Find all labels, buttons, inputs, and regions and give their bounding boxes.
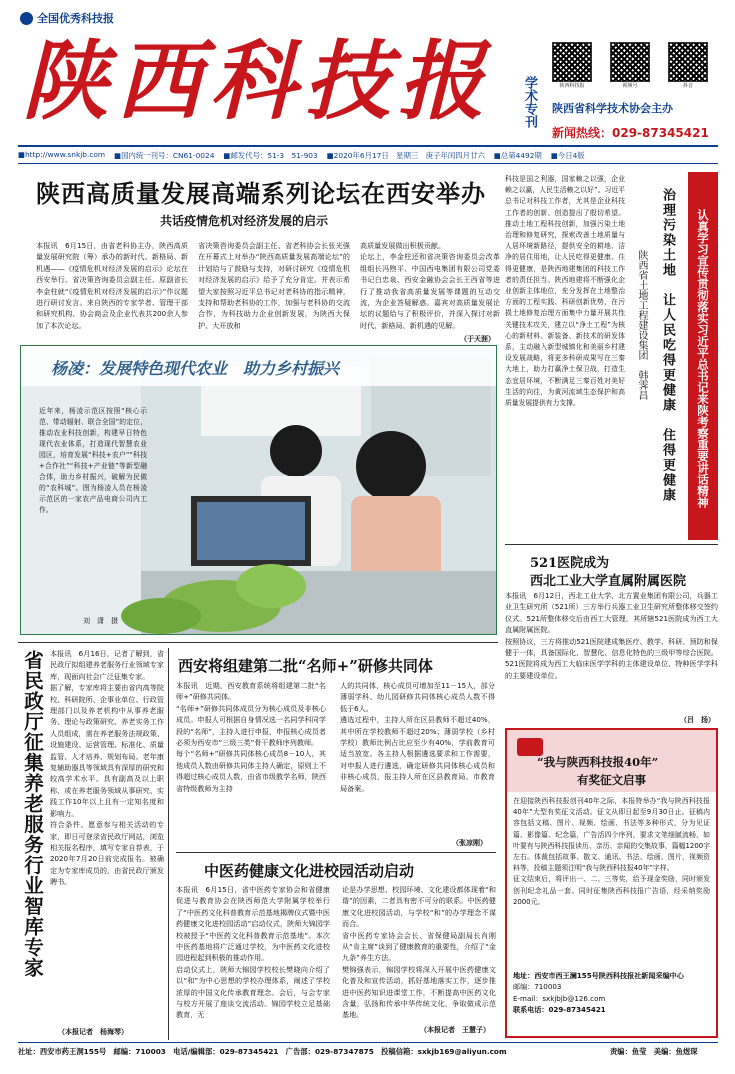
lead-col-3: 高质量发展做出积极贡献。 论坛上，李金柱还和省决策咨询委员会改革组组长冯煦平、中国西电集团有限公司党委书记白忠泉、西安金融协会会长王西省等进行了推动我省高质量发展等课题的互动交流，为企业答疑解惑。嘉宾对高质量发展论坛的议题给与了积极评价，并深入探讨对新时代、新格局、新机遇的见解。 [360, 241, 500, 330]
lead-col-2: 省决策咨询委员会副主任、省老科协会长张光强在开幕式上对举办“陕西高质量发展高端论坛”的计划给与了鼓励与支持，对研讨研究《疫情危机对经济发展的启示》给予了充分肯定。并表示希望大家按照习近平总书记对老科协的指示精神，支持和帮助老科协的工作，加强与老科协的交流合作，为科技助力企业创新发展，为陕西大保护、大开放和 [198, 241, 350, 330]
essay-address: 地址：西安市西王澜155号陕西科技报社新闻采编中心 [513, 971, 684, 980]
lead-subheadline: 共话疫情危机对经济发展的启示 [160, 214, 329, 228]
feature-credit: 刘 潇 摄 [83, 617, 118, 625]
footer-left: 社址：西安市药王洞155号 邮编：710003 电话/编辑部：029-87345421 广告部：029-87347875 投稿信箱：sxkjb169@aliyun.com [18, 1047, 507, 1056]
feature-caption: 近年来，杨凌示范区按照“核心示范、带动辐射、联合全国”的定位，推动农业科技创新，构建早日特色现代农业体系，打造现代智慧农业园区，培育发展“科技+农户”“科技+合作社”“科技+产业链”等新型融合体，助力乡村振兴，破解为民做的“农科城”。图为杨凌人员在杨凌示范区的一家农产品电商公司内工作。 [39, 407, 147, 514]
footer-rule [18, 1042, 718, 1043]
qr-codes [552, 42, 708, 89]
hospital-byline: （吕 扬） [680, 716, 715, 724]
lead-headline: 陕西高质量发展高端系列论坛在西安举办 [36, 179, 486, 208]
tcm-col-2: 论是办学思想、校园环境、文化建设都体现着“和谐”的因素，二者具有密不可分的联系。中医药健康文化进校园活动，与学校“和”的办学理念不谋而合。 省中医药专家协会会长、省保健局副局长肖刚从“肯主席”谈到了健康教育的重要性，介绍了“金九条”养生方法。 樊锦强表示，锦园学校将深入开展中医药健康文化普及和宣传活动，抓好基地落实工作，逐步推进中医药知识进课堂工作，不断提高中医药文化含量，弘扬和传承中华传统文化，争取做成示范基地。 [342, 885, 496, 1020]
lead-byline: （于天涯） [460, 335, 495, 343]
political-banner: 认真学习宣传贯彻落实习近平总书记来陕考察重要讲话精神 [688, 172, 718, 540]
globe-icon [20, 12, 33, 25]
masthead-rule [18, 145, 718, 147]
tcm-col-1: 本报讯 6月15日，省中医药专家协会和省健康促进与教育协会在陕西师范大学附属学校举行了“中医药文化科普教育示范基地揭牌仪式暨中医药健康文化进校园活动”启动仪式，陕师大锦园学校被授予“中医药文化科普教育示范基地”。本次中医药基地将广泛通过学校，为中医药文化进校园进程起到积极的推动作用。 启动仪式上，陕师大锦园学校校长樊晓向介绍了以“和”为中心思想的学校办理体系，阐述了学校浓厚的中国文化传承教育理念。会后，与会专家与校方开展了座谈交流活动。锦园学校立足基础教育，无 [176, 885, 330, 1020]
feature-title: 杨凌：发展特色现代农业 助力乡村振兴 [51, 359, 340, 378]
elderly-headline: 省民政厅征集养老服务行业智库专家 [21, 650, 44, 978]
hospital-text: 本报讯 6月12日，西北工业大学、北方置业集团有限公司，兵器工业卫生研究所（521所）三方举行兵器工业卫生研究所整体移交签约仪式。521所整体移交后由西工大管理，其所辖521医院成为西工大直属附属医院。 按照协议，三方将推动521医院建成集医疗、教学、科研、预防和保健于一体，具备国际化、智慧化、信息化特色的三级甲等综合医院。521医院将成为西工大临床医学学科的主体建设单位、特种医学学科的主要建设单位。 [505, 591, 718, 680]
land-article-author: 陕西省土地工程建设集团 韩霁昌 [636, 250, 647, 400]
hospital-headline-1: 521医院成为 [530, 556, 610, 571]
hotline: 新闻热线：029-87345421 [552, 126, 709, 140]
newspaper-logo: 陕西科技报 [22, 31, 492, 132]
feature-box [20, 345, 497, 635]
badge [20, 10, 114, 26]
essay-email[interactable]: E-mail：sxkjbjb@126.com [513, 993, 606, 1003]
essay-headline-2: 有奖征文启事 [577, 773, 646, 787]
essay-postcode: 邮编：710003 [513, 982, 562, 992]
badge-text: 全国优秀科技报 [37, 12, 114, 25]
hospital-headline-2: 西北工业大学直属附属医院 [530, 574, 687, 589]
elderly-byline: （本报记者 杨海琴） [58, 1028, 128, 1036]
xian-byline: （张凉刚） [452, 839, 487, 847]
tcm-top-rule [176, 852, 496, 853]
feature-title-strip [21, 346, 497, 386]
info-rule [18, 163, 718, 164]
xian-col-1: 本报讯 近期，西安教育系统将组建第二批“名师+”研修共同体。 “名师+”研修共同体成员分为核心成员及非核心成员。申报人可根据自身情况选一名同学科同学段的“名师”，主持人进行申报，申报核心成员者必须为西安市“三级三类”骨干教师序列教师。 每个“名师+”研修共同体核心成员8－10人，其他成员人数由研修共同体主持人确定，原则上不得超过核心成员人数，由省市级教学名师，陕西省特级教师为主持 [176, 681, 326, 793]
footer-right: 责编：鱼莹 美编：鱼煜琛 [610, 1047, 698, 1056]
masthead [0, 0, 735, 148]
sponsor: 陕西省科学技术协会主办 [552, 102, 673, 115]
xian-headline: 西安将组建第二批“名师+”研修共同体 [178, 657, 433, 675]
tcm-headline: 中医药健康文化进校园活动启动 [204, 862, 415, 880]
essay-header [507, 730, 716, 792]
info-bar: ■http://www.snkjb.com ■国内统一刊号：CN61-0024 ■邮发代号：51-3 51-903 ■2020年6月17日 星期三 庚子年闰四月廿六 ■总第4492期 ■今日4版 [18, 150, 585, 160]
hospital-top-rule [505, 544, 718, 545]
elderly-text: 本报讯 6月16日，记者了解到，省民政厅拟组建养老服务行业领域专家库，现面向社会广泛征集专家。 据了解，专家库将主要由省内高等院校、科研院所、企事业单位、行政管理部门以及养老机构中从事养老服务、理论与政策研究、养老实务工作人员组成，需在养老服务法规政策、设施建设、运营管理、标准化、质量监管、人才培养、规划布局、老年康复辅助器具等领域具有深厚的研究和较高学术水平。具有副高及以上职称，或在养老服务领域从事研究、实践工作10年以上且有一定知名度和影响力。 符合条件、愿意参与相关活动的专家，即日可登录省民政厅网站，浏览相关报名程序，填写专家自荐表，于2020年7月20日前完成报名。被确定为专家库成员的，由省民政厅颁发聘书。 [50, 649, 164, 887]
essay-text: 在迎接陕西科技报创刊40年之际，本报特举办“我与陕西科技报40年”大型有奖征文活动。征文从即日起至9月30日止。征稿内容包括文稿、图片、视频、绘画、书法等多种形式，分为见证篇、影像篇、纪念篇，广告活四个序列，要求文笔细腻流畅，如叶要有与陕西科技报读历、亲历、亲闻的交集故事，篇幅1200字左右。体裁包括故事、散文、通讯、书法、绘画、图片，视频资料等，投稿主题须注明“我与陕西科技报40年”字样。 征文结束后，将评出一、二、三等奖，给予现金奖励，同时颁发创刊纪念礼品一套。同时征集陕西科技报广告语，经采纳奖励2000元。 [513, 797, 710, 906]
left-section-rule [18, 642, 498, 643]
essay-phone: 联系电话：029-87345421 [513, 1005, 606, 1015]
special-edition-label: 学术专刊 [522, 76, 537, 128]
tcm-byline: （本报记者 王慧子） [420, 1026, 490, 1034]
essay-box [505, 728, 718, 1038]
elderly-divider [168, 648, 169, 1040]
xian-col-2: 人的共同体，核心成员可增加至11－15人，部分薄弱学科、幼儿园研修共同体核心成员人数不得低于6人。 遴选过程中，主持人所在区县教师不超过40%，其中所在学校教师不超过20%；薄弱学校（乡村学校）教师比例占比应至少有40%，学前教育可适当放宽。各主持人根据遴选要求和工作需要，对申报人进行遴选，确定研修共同体核心成员和非核心成员，报主持人所在区县教育局、市教育局备案。 [340, 681, 495, 793]
essay-headline-1: “我与陕西科技报40年” [537, 755, 659, 769]
land-article-text: 科技是国之利器，国家赖之以强，企业赖之以赢，人民生活赖之以好”。习近平总书记对科技工作者，尤其是企业科技工作者的创新、创造提出了殷切希望。推动土地工程科技创新，加强污染土地治理和修复研究，探索改善土地质量与人居环境新路径，提供安全的耕地、洁净的居住用地，让人民吃得更健康、住得更健康，是陕西地建集团的科技工作者的责任担当。陕西地建将不断强化企业创新主体地位，充分发挥在土地整治方面的工程实践、科研创新优势，在污损土地修复治理方面集中力量开展共性关键技术攻关，建立以“净土工程”为核心的新材料、新装备、新技术的研发体系，主动融入新型城镇化和美丽乡村建设发展战略，将更多科研成果写在三秦大地上，助力打赢净土保卫战，打造生态宜居环境，不断满足三秦百姓对美好生活的向往，为黄河流域生态保护和高质量发展提供有力支撑。 [505, 175, 625, 408]
qr-code-1[interactable]: 陕西科技报 [552, 42, 592, 89]
land-article-heading: 治理污染土地 让人民吃得更健康 住得更健康 [660, 188, 675, 503]
qr-code-2[interactable]: 视频号 [610, 42, 650, 89]
qr-code-3[interactable]: 抖音 [668, 42, 708, 89]
lead-col-1: 本报讯 6月15日，由省老科协主办，陕西高质量发展研究院（筹）承办的新时代、新格局、新机遇——《疫情危机对经济发展的启示》论坛在西安举行。省决策咨询委员会副主任、原副省长李金柱就“《疫情危机对经济发展的启示》”作议题进行研讨发言。来自陕西的专家学者、管理干部和研究机构、协会商会及企业代表共200余人参加了本次论坛。 [36, 241, 188, 330]
